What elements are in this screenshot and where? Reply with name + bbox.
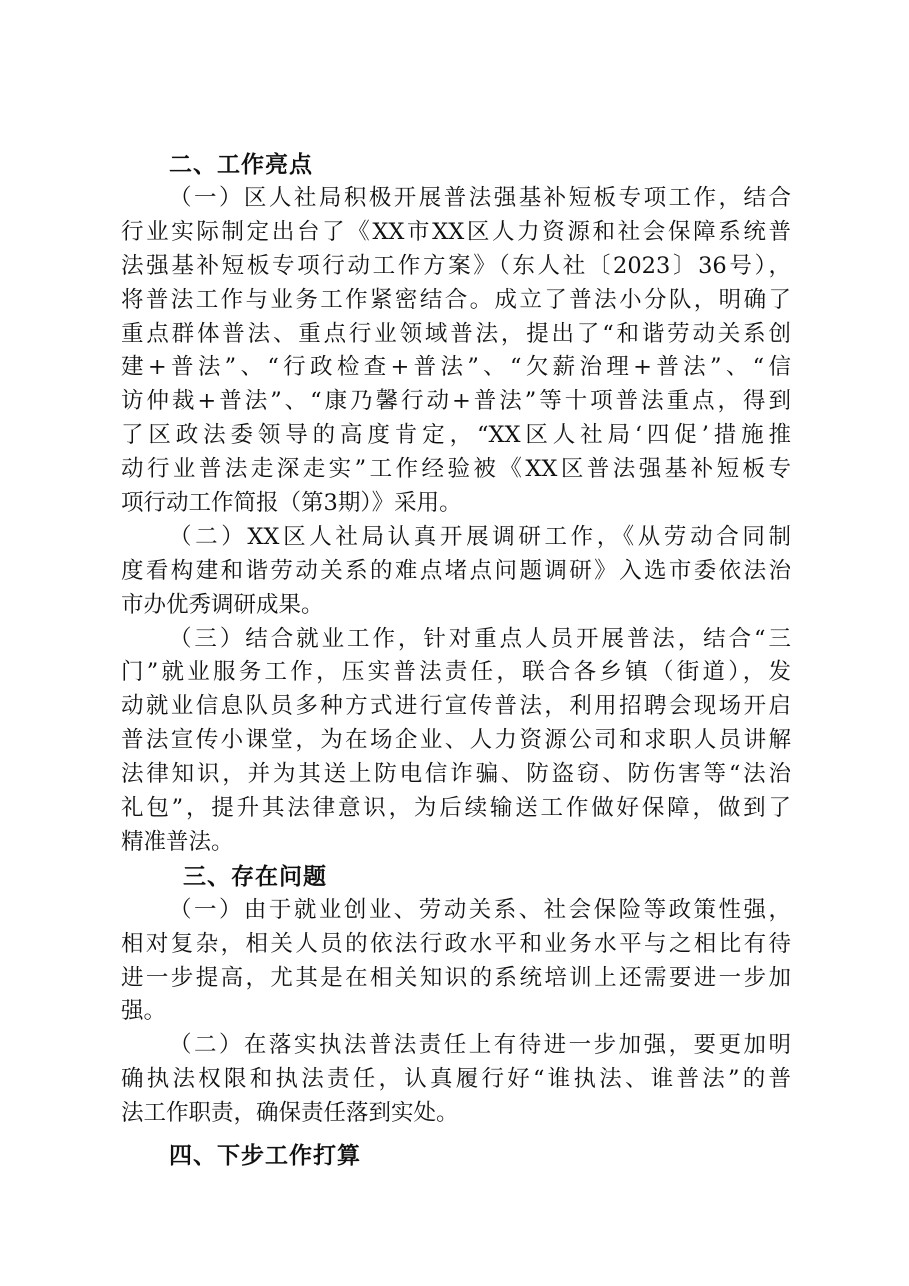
text-line: 重点群体普法、重点行业领域普法，提出了“和谐劳动关系创 — [121, 320, 791, 347]
text-line: 法强基补短板专项行动工作方案》（东人社〔2023〕36号）， — [121, 252, 791, 279]
text-line: 确执法权限和执法责任，认真履行好“谁执法、谁普法”的普 — [121, 1066, 791, 1093]
paragraph-highlight-1 — [121, 182, 791, 521]
paragraph-highlight-3 — [121, 623, 791, 860]
section-heading-next-steps: 四、下步工作打算 — [169, 1143, 361, 1170]
text-line: （一）由于就业创业、劳动关系、社会保险等政策性强， — [169, 896, 791, 923]
text-line: 访仲裁+普法”、“康乃馨行动+普法”等十项普法重点，得到 — [121, 388, 791, 415]
text-line: （一）区人社局积极开展普法强基补短板专项工作，结合 — [169, 185, 791, 211]
text-line: 相对复杂，相关人员的依法行政水平和业务水平与之相比有待 — [121, 930, 791, 957]
text-line: 法律知识，并为其送上防电信诈骗、防盗窃、防伤害等“法治 — [121, 761, 791, 788]
document-body — [121, 148, 791, 1173]
text-line: （二）XX区人社局认真开展调研工作，《从劳动合同制 — [169, 523, 791, 550]
text-line: 将普法工作与业务工作紧密结合。成立了普法小分队，明确了 — [121, 286, 791, 313]
section-heading-highlights: 二、工作亮点 — [169, 152, 313, 178]
text-line: 动就业信息队员多种方式进行宣传普法，利用招聘会现场开启 — [121, 693, 791, 720]
paragraph-problem-2 — [121, 1029, 791, 1131]
text-line: 市办优秀调研成果。 — [121, 591, 324, 618]
text-line: （二）在落实执法普法责任上有待进一步加强，要更加明 — [169, 1032, 791, 1059]
text-line: 了区政法委领导的高度肯定，“XX区人社局‘四促’措施推 — [121, 422, 791, 449]
text-line: 礼包”，提升其法律意识，为后续输送工作做好保障，做到了 — [121, 795, 791, 822]
text-line: 法工作职责，确保责任落到实处。 — [121, 1100, 459, 1127]
text-line: 普法宣传小课堂，为在场企业、人力资源公司和求职人员讲解 — [121, 727, 791, 754]
text-line: 项行动工作简报（第3期）》采用。 — [121, 490, 462, 517]
text-line: 门”就业服务工作，压实普法责任，联合各乡镇（街道），发 — [121, 659, 791, 686]
text-line: （三）结合就业工作，针对重点人员开展普法，结合“三 — [169, 625, 791, 652]
section-heading-problems: 三、存在问题 — [183, 863, 327, 890]
paragraph-highlight-2 — [121, 521, 791, 623]
text-line: 强。 — [121, 998, 167, 1025]
text-line: 行业实际制定出台了《XX市XX区人力资源和社会保障系统普 — [121, 218, 791, 245]
text-line: 精准普法。 — [121, 828, 234, 855]
paragraph-problem-1 — [121, 894, 791, 1030]
text-line: 度看构建和谐劳动关系的难点堵点问题调研》入选市委依法治 — [121, 557, 791, 584]
text-line: 建+普法”、“行政检查+普法”、“欠薪治理+普法”、“信 — [121, 354, 791, 381]
text-line: 动行业普法走深走实”工作经验被《XX区普法强基补短板专 — [121, 456, 791, 483]
text-line: 进一步提高，尤其是在相关知识的系统培训上还需要进一步加 — [121, 964, 791, 991]
